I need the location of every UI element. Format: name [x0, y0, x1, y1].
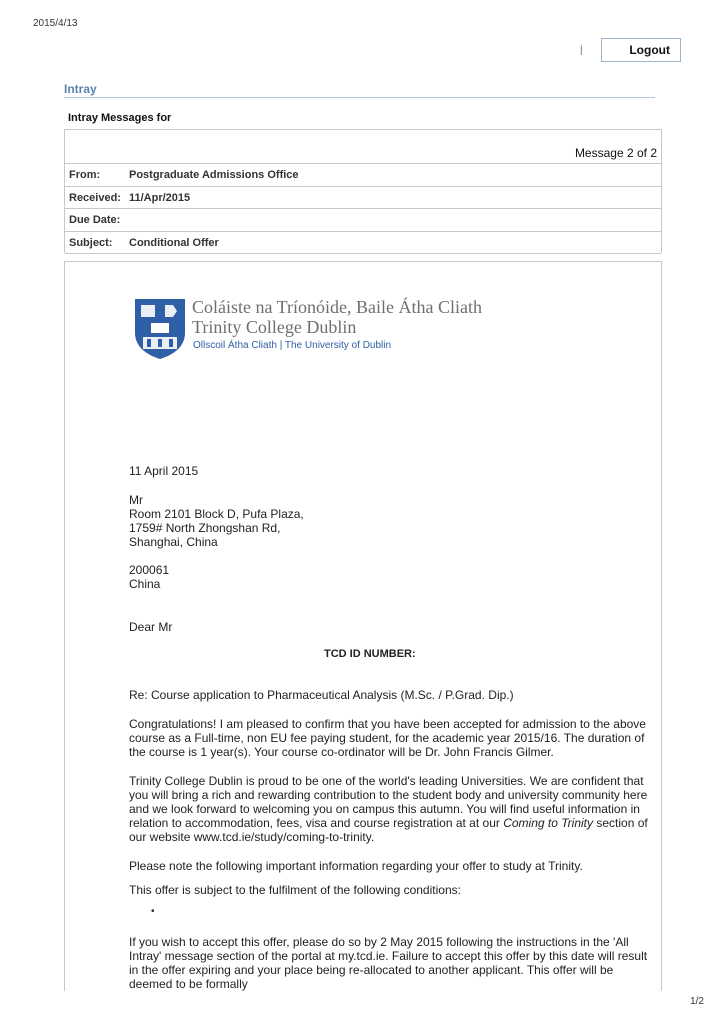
paragraph-about-trinity: [129, 774, 659, 844]
from-value: Postgraduate Admissions Office: [129, 169, 299, 181]
re-line: Re: Course application to Pharmaceutical Analysis (M.Sc. / P.Grad. Dip.): [129, 688, 514, 702]
coming-to-trinity-text: Coming to Trinity: [503, 816, 594, 830]
paragraph-congratulations: Congratulations! I am pleased to confirm that you have been accepted for admission to the above course as a Full-time, non EU fee paying student, for the academic year 2015/16. The duration of the course is 1 year(s). Your course co-ordinator will be Dr. John Francis Gilmer.: [129, 717, 646, 759]
trinity-crest-icon: [133, 297, 187, 366]
logout-button[interactable]: Logout: [601, 38, 681, 62]
received-row: [65, 186, 661, 209]
paragraph-conditions: This offer is subject to the fulfilment of the following conditions:: [129, 883, 461, 897]
logo-subtitle: Ollscoil Átha Cliath | The University of Dublin: [193, 340, 392, 351]
from-label: From:: [69, 169, 101, 181]
paragraph-important-info: Please note the following important information regarding your offer to study at Trinity.: [129, 859, 583, 873]
toolbar-separator: |: [580, 45, 583, 56]
address-line-1: Room 2101 Block D, Pufa Plaza,: [129, 507, 304, 521]
paragraph-accept-instructions: If you wish to accept this offer, please do so by 2 May 2015 following the instructions in the 'All Intray' message section of the portal at my.tcd.ie. Failure to accept this offer by this date will result in the offer expiring and your place being re-allocated to another applicant. This offer will be deemed to be formally: [129, 935, 648, 991]
received-label: Received:: [69, 192, 121, 204]
subject-value: Conditional Offer: [129, 237, 219, 249]
received-value: 11/Apr/2015: [129, 192, 191, 204]
messages-title: Intray Messages for: [68, 112, 172, 124]
address-line-2: 1759# North Zhongshan Rd,: [129, 521, 281, 535]
due-date-row: [65, 208, 661, 231]
print-date: 2015/4/13: [33, 18, 78, 29]
page-number: 1/2: [690, 996, 704, 1007]
subject-label: Subject:: [69, 237, 113, 249]
country: China: [129, 577, 161, 591]
postcode: 200061: [129, 563, 170, 577]
tcd-id-label: TCD ID NUMBER:: [324, 648, 416, 660]
recipient-title: Mr: [129, 493, 143, 507]
address-line-3: Shanghai, China: [129, 535, 218, 549]
from-row: [65, 163, 661, 186]
section-title-intray: Intray: [64, 82, 655, 98]
para-2-end: section of our website www.tcd.ie/study/coming-to-trinity.: [129, 816, 648, 844]
logo-english-name: Trinity College Dublin: [192, 317, 357, 337]
para-2-start: Trinity College Dublin is proud to be one of the world's leading Universities. We are confident that you will bring a rich and rewarding contribution to the student body and university community here and we look forward to welcoming you on campus this autumn. You will find useful information in relation to accommodation, fees, visa and course registration at at our: [129, 774, 648, 830]
due-date-label: Due Date:: [69, 214, 121, 226]
logo-irish-name: Coláiste na Tríonóide, Baile Átha Cliath: [192, 297, 482, 317]
message-header: [64, 129, 662, 253]
greeting: Dear Mr: [129, 620, 173, 634]
letter-date: 11 April 2015: [129, 464, 199, 478]
message-count: Message 2 of 2: [574, 146, 657, 160]
condition-bullet: •: [151, 906, 155, 917]
subject-row: [65, 231, 661, 254]
